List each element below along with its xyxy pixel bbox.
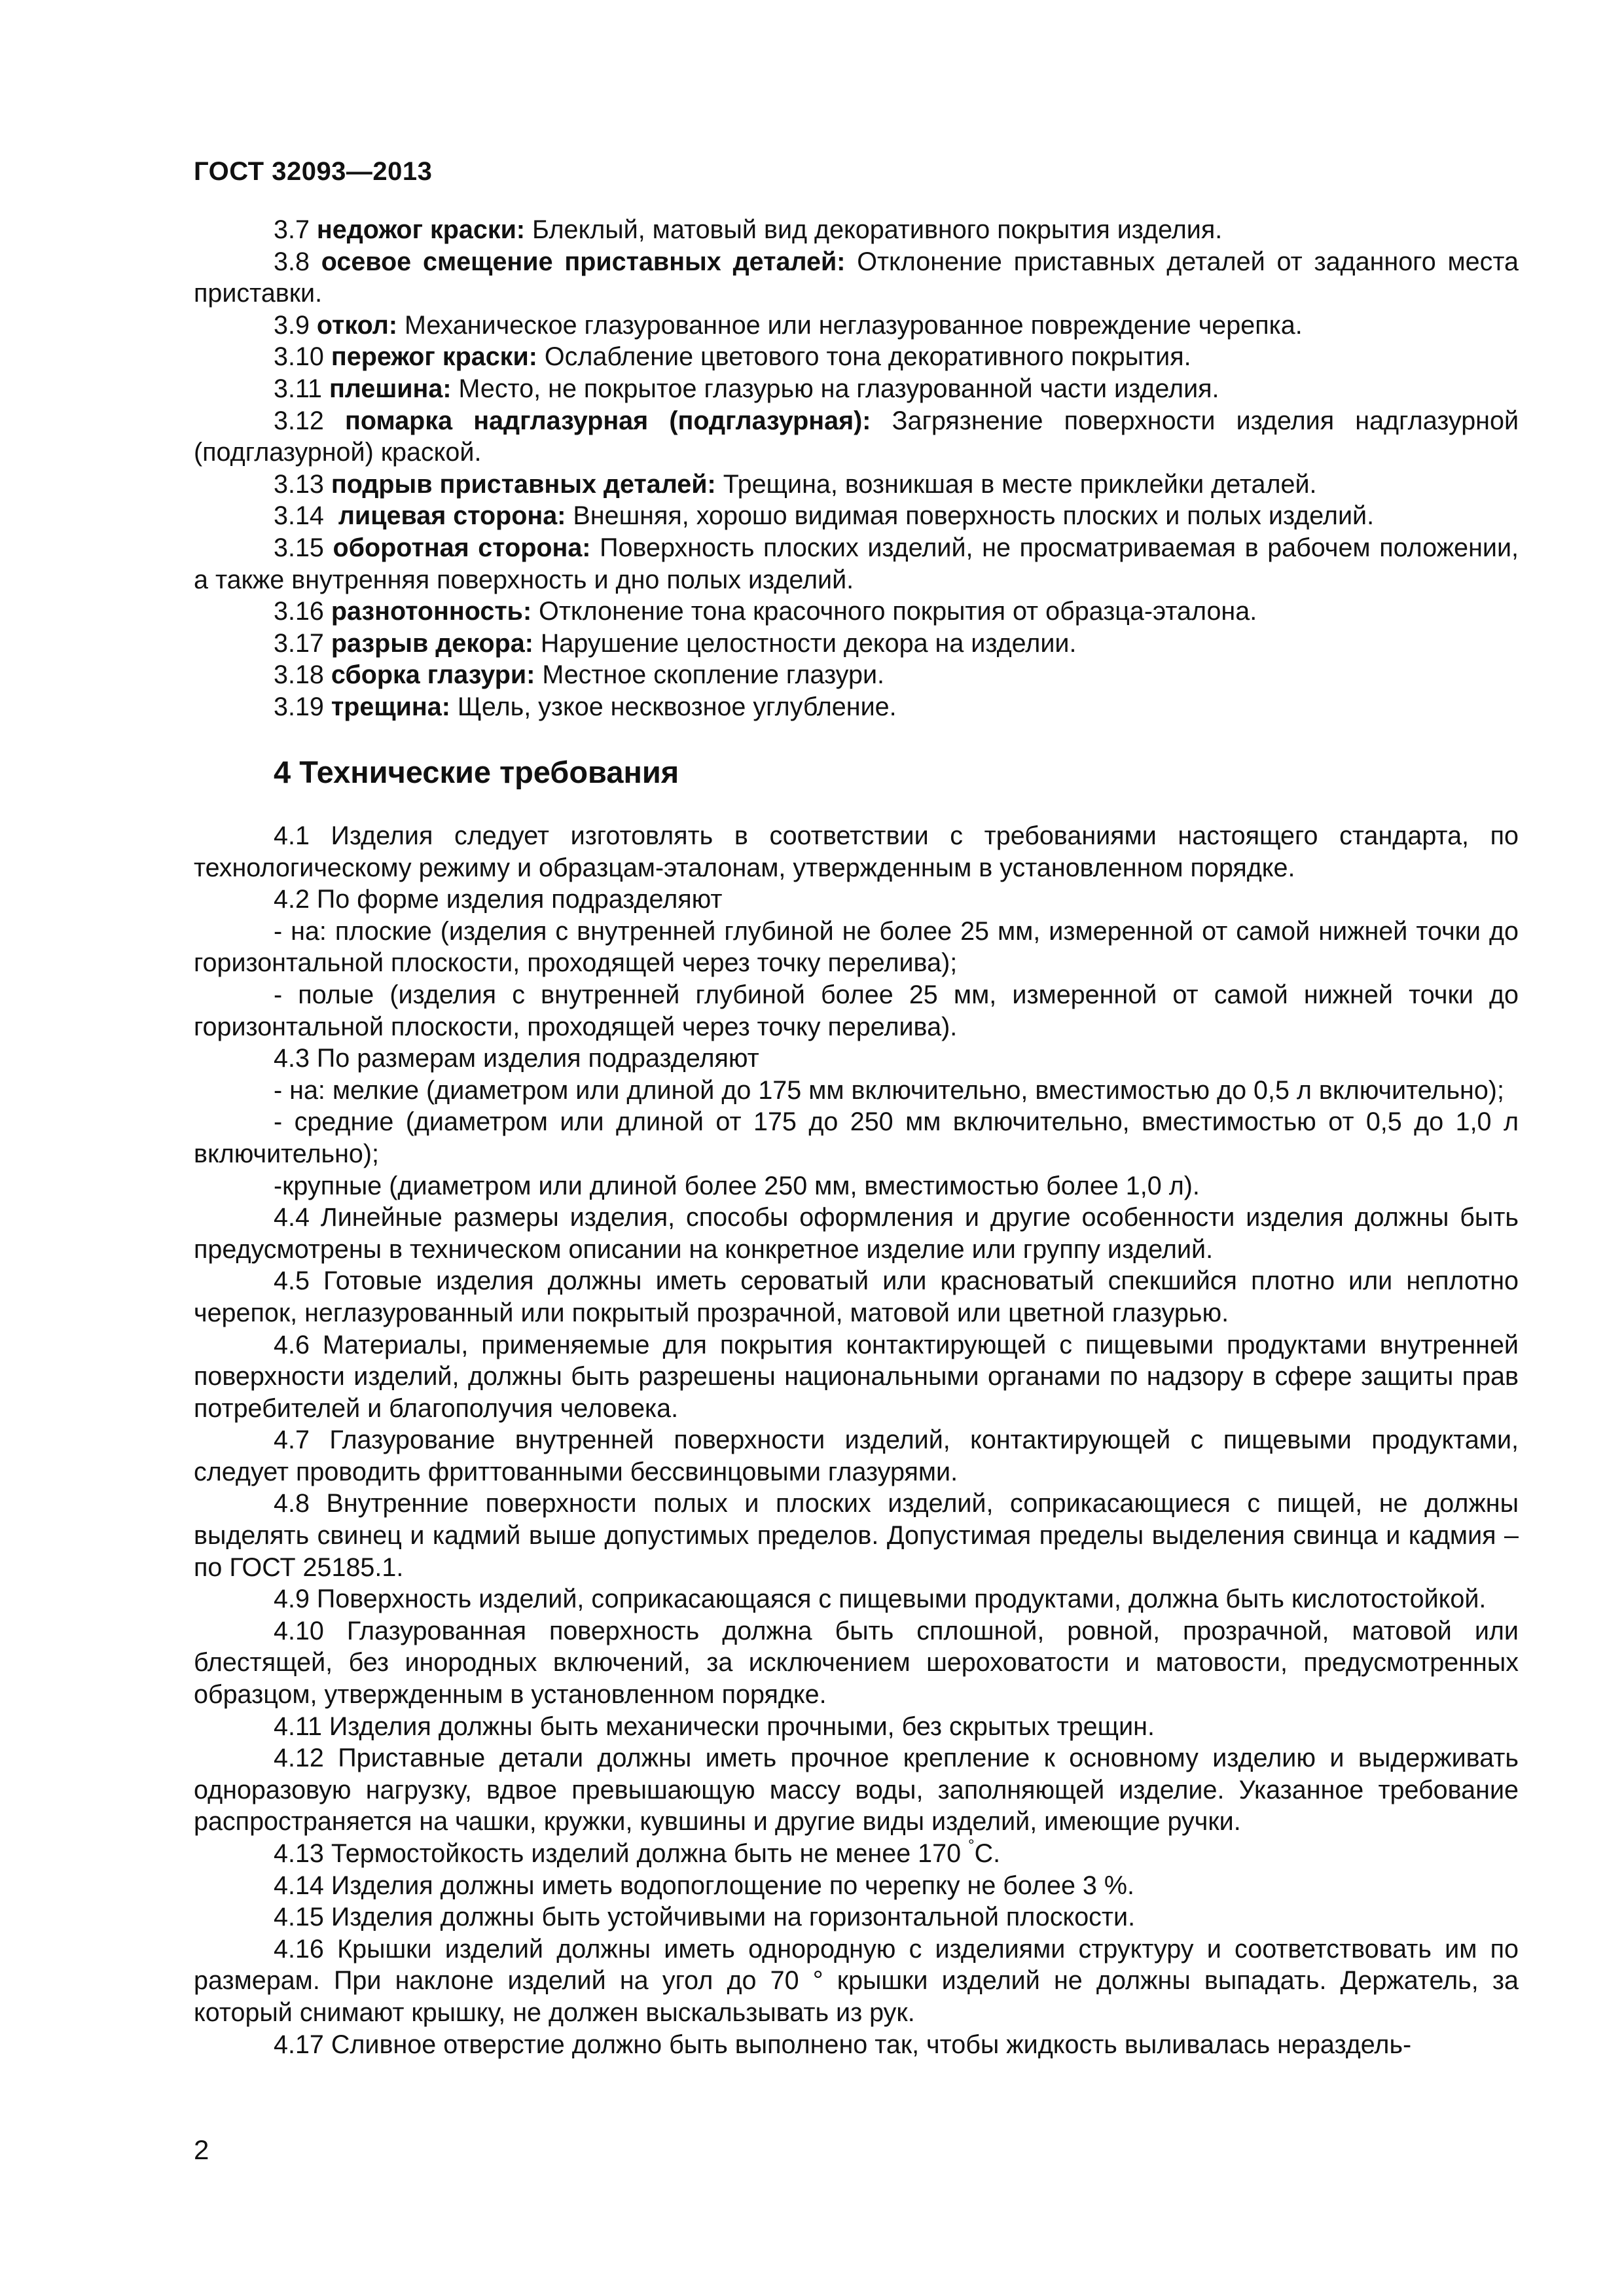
clause-4-5: 4.5 Готовые изделия должны иметь сероватый или красноватый спекшийся плотно или неплотно черепок, неглазурованный или покрытый прозрачной, матовой или цветной глазурью.	[194, 1266, 1519, 1327]
term-3-10: 3.10 пережог краски: Ослабление цветового тона декоративного покрытия.	[274, 342, 1191, 372]
clause-4-13: 4.13 Термостойкость изделий должна быть не менее 170 °С.	[274, 1837, 1001, 1868]
clause-4-3-b: - средние (диаметром или длиной от 175 до 250 мм включительно, вместимостью от 0,5 до 1,0 л включительно);	[194, 1107, 1519, 1168]
term-name: откол:	[316, 310, 398, 340]
term-name: помарка надглазурная (подглазурная):	[345, 406, 871, 435]
term-name: подрыв приставных деталей:	[331, 469, 716, 499]
term-name: лицевая сторона:	[338, 501, 566, 531]
clause-4-17: 4.17 Сливное отверстие должно быть выполнено так, чтобы жидкость выливалась нераздель-	[274, 2030, 1412, 2059]
term-3-19: 3.19 трещина: Щель, узкое несквозное углубление.	[274, 692, 897, 721]
clause-4-7: 4.7 Глазурование внутренней поверхности изделий, контактирующей с пищевыми продуктами, следует проводить фриттованными бессвинцовыми глазурями.	[194, 1426, 1519, 1486]
term-3-17: 3.17 разрыв декора: Нарушение целостности декора на изделии.	[274, 628, 1077, 658]
term-name: оборотная сторона:	[333, 533, 591, 562]
clause-4-9: 4.9 Поверхность изделий, соприкасающаяся с пищевыми продуктами, должна быть кислотостойкой.	[274, 1585, 1487, 1614]
term-3-16: 3.16 разнотонность: Отклонение тона красочного покрытия от образца-эталона.	[274, 597, 1257, 626]
term-name: трещина:	[331, 692, 450, 721]
term-3-15: 3.15 оборотная сторона: Поверхность плоских изделий, не просматриваемая в рабочем положении, а также внутренняя поверхность и дно полых изделий.	[194, 533, 1519, 594]
terms-section	[194, 214, 1519, 723]
term-name: плешина:	[329, 374, 452, 403]
clause-4-3-c: -крупные (диаметром или длиной более 250 мм, вместимостью более 1,0 л).	[274, 1171, 1200, 1200]
term-name: пережог краски:	[331, 342, 537, 372]
clause-4-2-a: - на: плоские (изделия с внутренней глубиной не более 25 мм, измеренной от самой нижней точки до горизонтальной плоскости, проходящей через точку перелива);	[194, 916, 1519, 978]
term-3-7: 3.7 недожог краски: Блеклый, матовый вид декоративного покрытия изделия.	[274, 215, 1223, 244]
clause-4-2: 4.2 По форме изделия подразделяют	[274, 885, 723, 914]
term-3-13: 3.13 подрыв приставных деталей: Трещина, возникшая в месте приклейки деталей.	[274, 469, 1317, 499]
term-3-14: 3.14 лицевая сторона: Внешняя, хорошо видимая поверхность плоских и полых изделий.	[274, 501, 1375, 531]
term-3-11: 3.11 плешина: Место, не покрытое глазурью на глазурованной части изделия.	[274, 374, 1219, 403]
clause-4-4: 4.4 Линейные размеры изделия, способы оформления и другие особенности изделия должны быть предусмотрены в техническом описании на конкретное изделие или группу изделий.	[194, 1203, 1519, 1264]
term-3-18: 3.18 сборка глазури: Местное скопление глазури.	[274, 660, 884, 690]
clause-4-6: 4.6 Материалы, применяемые для покрытия контактирующей с пищевыми продуктами внутренней поверхности изделий, должны быть разрешены национальными органами по надзору в сфере защиты прав потребителей и благополучия человека.	[194, 1330, 1519, 1423]
term-3-8: 3.8 осевое смещение приставных деталей: Отклонение приставных деталей от заданного места приставки.	[194, 247, 1519, 308]
requirements-section	[194, 820, 1519, 2060]
clause-4-15: 4.15 Изделия должны быть устойчивыми на горизонтальной плоскости.	[274, 1903, 1136, 1932]
clause-4-3-a: - на: мелкие (диаметром или длиной до 175 мм включительно, вместимостью до 0,5 л включительно);	[274, 1075, 1504, 1105]
clause-4-3: 4.3 По размерам изделия подразделяют	[274, 1044, 759, 1073]
clause-4-1: 4.1 Изделия следует изготовлять в соответствии с требованиями настоящего стандарта, по технологическому режиму и образцам-эталонам, утвержденным в установленном порядке.	[194, 821, 1519, 882]
section-title: 4 Технические требования	[274, 755, 679, 789]
clause-4-10: 4.10 Глазурованная поверхность должна быть сплошной, ровной, прозрачной, матовой или блестящей, без инородных включений, за исключением шероховатости и матовости, предусмотренных образцом, утвержденным в установленном порядке.	[194, 1616, 1519, 1710]
page-number: 2	[194, 2134, 209, 2165]
term-name: осевое смещение приставных деталей:	[321, 247, 846, 276]
document-header: ГОСТ 32093—2013	[194, 157, 433, 186]
degree-sign: °	[968, 1837, 975, 1854]
clause-4-8: 4.8 Внутренние поверхности полых и плоских изделий, соприкасающиеся с пищей, не должны выделять свинец и кадмий выше допустимых пределов. Допустимая пределы выделения свинца и кадмия – по ГОСТ 25185.1.	[194, 1489, 1519, 1582]
clause-4-14: 4.14 Изделия должны иметь водопоглощение по черепку не более 3 %.	[274, 1871, 1134, 1900]
term-3-9: 3.9 откол: Механическое глазурованное или неглазурованное повреждение черепка.	[274, 310, 1303, 340]
clause-4-12: 4.12 Приставные детали должны иметь прочное крепление к основному изделию и выдерживать одноразовую нагрузку, вдвое превышающую массу воды, заполняющей изделие. Указанное требование распространяется на чашки, кружки, кувшины и другие виды изделий, имеющие ручки.	[194, 1744, 1519, 1837]
term-name: разнотонность:	[331, 597, 532, 626]
term-name: недожог краски:	[316, 215, 526, 244]
clause-4-11: 4.11 Изделия должны быть механически прочными, без скрытых трещин.	[274, 1712, 1155, 1741]
term-name: сборка глазури:	[331, 660, 535, 690]
clause-4-16: 4.16 Крышки изделий должны иметь однородную с изделиями структуру и соответствовать им по размерам. При наклоне изделий на угол до 70 ° крышки изделий не должны выпадать. Держатель, за который снимают крышку, не должен выскальзывать из рук.	[194, 1934, 1519, 2027]
clause-4-2-b: - полые (изделия с внутренней глубиной более 25 мм, измеренной от самой нижней точки до горизонтальной плоскости, проходящей через точку перелива).	[194, 980, 1519, 1041]
term-name: разрыв декора:	[331, 628, 533, 658]
term-3-12: 3.12 помарка надглазурная (подглазурная): Загрязнение поверхности изделия надглазурной (подглазурной) краской.	[194, 406, 1519, 467]
